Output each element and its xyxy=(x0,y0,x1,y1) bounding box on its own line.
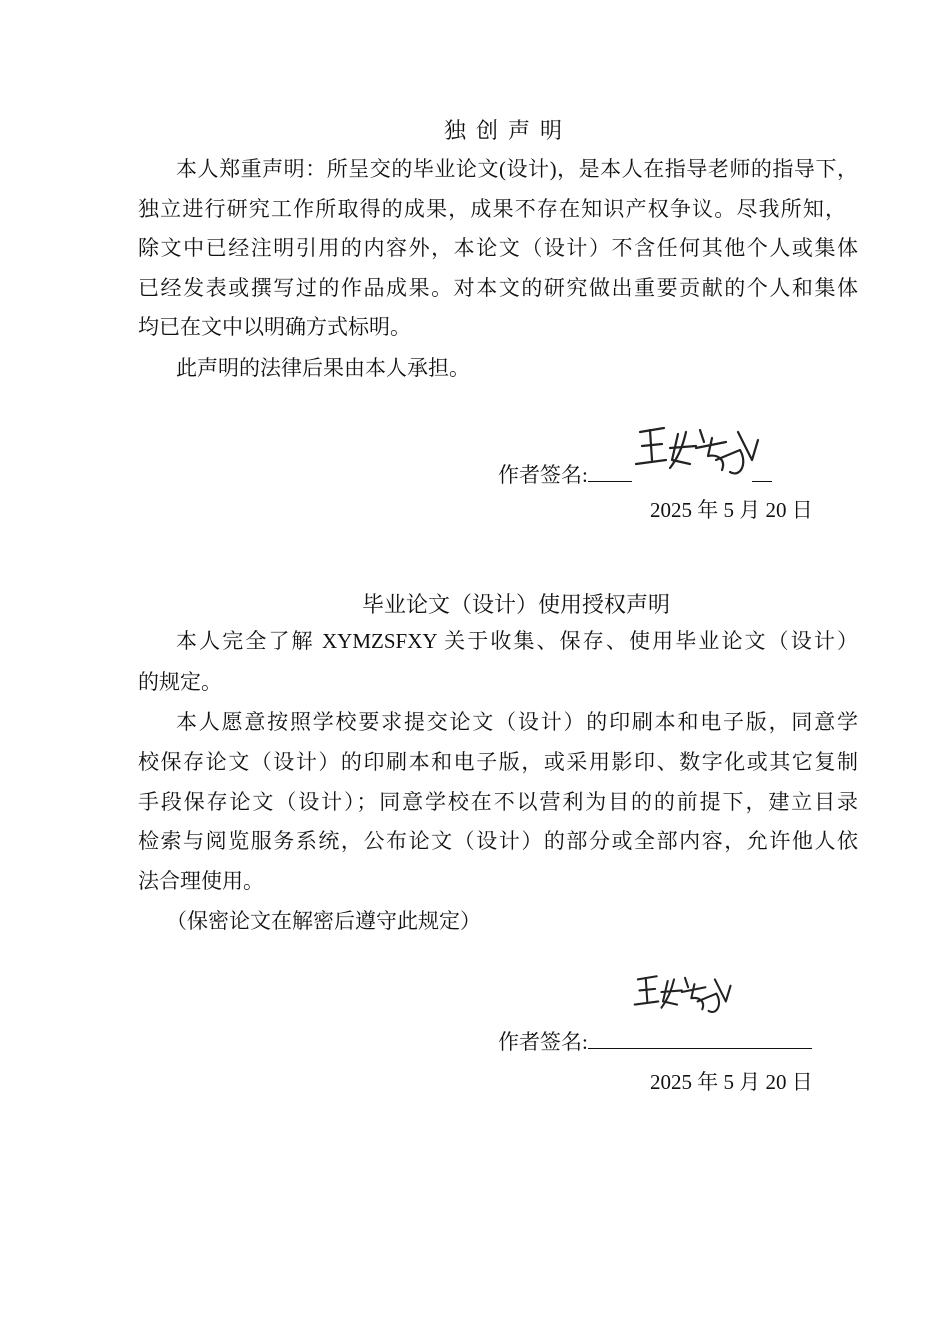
authorization-signature-row xyxy=(498,1028,812,1055)
authorization-line: 本人愿意按照学校要求提交论文（设计）的印刷本和电子版，同意学 xyxy=(176,710,858,734)
originality-line: 除文中已经注明引用的内容外，本论文（设计）不含任何其他个人或集体 xyxy=(138,236,858,260)
authorization-line: 检索与阅览服务系统，公布论文（设计）的部分或全部内容，允许他人依 xyxy=(138,829,858,853)
handwritten-signature xyxy=(630,420,770,490)
originality-date: 2025 年 5 月 20 日 xyxy=(650,498,813,522)
authorization-line: （保密论文在解密后遵守此规定） xyxy=(166,909,481,933)
authorization-line: 本人完全了解 XYMZSFXY 关于收集、保存、使用毕业论文（设计） xyxy=(176,629,858,653)
originality-line: 已经发表或撰写过的作品成果。对本文的研究做出重要贡献的个人和集体 xyxy=(138,276,858,300)
authorization-line: 手段保存论文（设计）；同意学校在不以营利为目的的前提下，建立目录 xyxy=(138,790,858,814)
authorization-title: 毕业论文（设计）使用授权声明 xyxy=(361,593,670,618)
signature-underline xyxy=(588,461,632,482)
originality-line: 此声明的法律后果由本人承担。 xyxy=(176,356,470,380)
authorization-line: 法合理使用。 xyxy=(138,869,264,893)
signature-label: 作者签名: xyxy=(498,463,588,487)
signature-underline xyxy=(588,1028,812,1049)
authorization-date: 2025 年 5 月 20 日 xyxy=(650,1070,813,1094)
authorization-line: 的规定。 xyxy=(138,670,222,694)
handwritten-signature xyxy=(630,970,740,1025)
originality-line: 本人郑重声明：所呈交的毕业论文(设计)，是本人在指导老师的指导下， xyxy=(176,157,858,181)
originality-line: 均已在文中以明确方式标明。 xyxy=(138,315,411,339)
signature-label: 作者签名: xyxy=(498,1030,588,1054)
originality-title: 独创声明 xyxy=(443,119,572,144)
originality-line: 独立进行研究工作所取得的成果，成果不存在知识产权争议。尽我所知， xyxy=(138,197,846,221)
authorization-line: 校保存论文（设计）的印刷本和电子版，或采用影印、数字化或其它复制 xyxy=(138,750,858,774)
